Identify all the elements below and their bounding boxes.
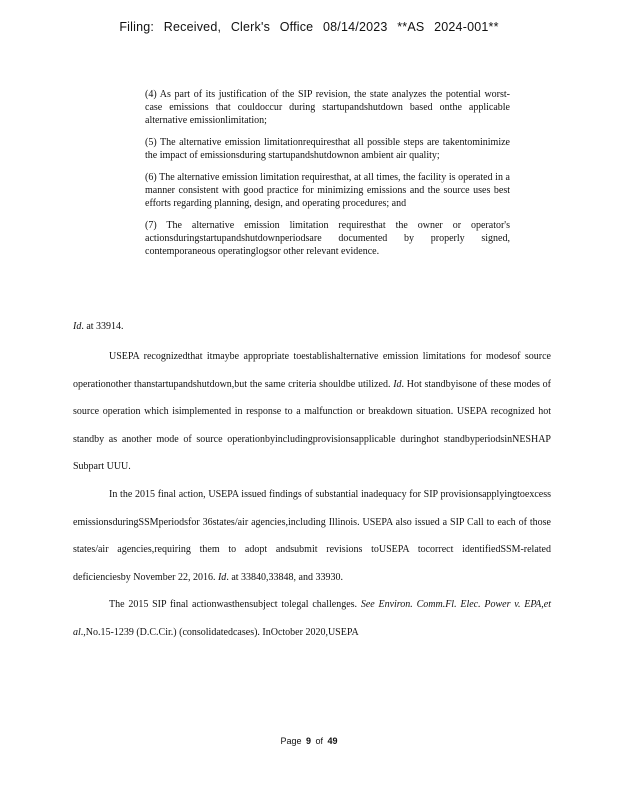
citation-id: Id [217,571,227,583]
paragraph-hot-standby [73,343,551,481]
of-label: of [315,736,324,746]
quote-item-4: (4) As part of its justification of the SIP revision, the state analyzes the potential worst-case emissions that couldoccur during startupandshutdown based onthe applicable alternative emissionlimitation; [145,89,510,126]
paragraph-text: In the 2015 final action, USEPA issued findings of substantial inadequacy for SIP provisionsapplyingtoexcess emissionsduringSSMperiodsfor 36states/air agencies,including Illinois. USEPA also issued a SIP Call to each of those states/air agencies,requiring them to adopt andsubmit revisions toUSEPA tocorrect identifiedSSM-related deficienciesby November 22, 2016. [73,488,551,583]
page-number: 9 [305,736,311,746]
paragraph-text: The 2015 SIP final actionwasthensubject tolegal challenges. [109,599,361,611]
paragraph-2015-final-action [73,481,551,591]
page-footer [0,736,618,746]
paragraph-text: .,No.15-1239 (D.C.Cir.) (consolidatedcases). InOctober 2020,USEPA [80,626,359,638]
citation-line [73,321,124,332]
page-total: 49 [327,736,338,746]
case-citation: See Environ. Comm.Fl. Elec. Power v. EPA,et al [73,599,551,638]
paragraph-legal-challenges [73,591,551,646]
block-quote [145,88,510,267]
citation-id: Id [73,321,82,332]
paragraph-text: . at 33840,33848, and 33930. [226,571,343,583]
quote-item-7: (7) The alternative emission limitation requiresthat the owner or operator's actionsduringstartupandshutdownperiodsare documented by properly signed, contemporaneous operatinglogsor other relevant evidence. [145,220,510,257]
filing-header: Filing: Received, Clerk's Office 08/14/2023 **AS 2024-001** [119,20,499,34]
paragraph-text: USEPA recognizedthat itmaybe appropriate toestablishalternative emission limitations for modesof source operationother thanstartupandshutdown,but the same criteria shouldbe utilized. [73,351,551,390]
quote-item-6: (6) The alternative emission limitation requiresthat, at all times, the facility is operated in a manner consistent with good practice for minimizing emissions and the source uses best efforts regarding planning, design, and operating procedures; and [145,172,510,209]
page-label: Page [280,736,302,746]
quote-item-5: (5) The alternative emission limitationrequiresthat all possible steps are takentominimize the impact of emissionsduring startupandshutdownon ambient air quality; [145,137,510,161]
citation-text: . at 33914. [81,321,124,332]
body-text [73,343,551,647]
paragraph-text: . Hot standbyisone of these modes of source operation which isimplemented in response to a malfunction or breakdown situation. USEPA recognized hot standby as another mode of source operationbyincludingprovisionsapplicable duringhot standbyperiodsinNESHAP Subpart UUU. [73,378,551,473]
citation-id: Id [393,378,402,390]
